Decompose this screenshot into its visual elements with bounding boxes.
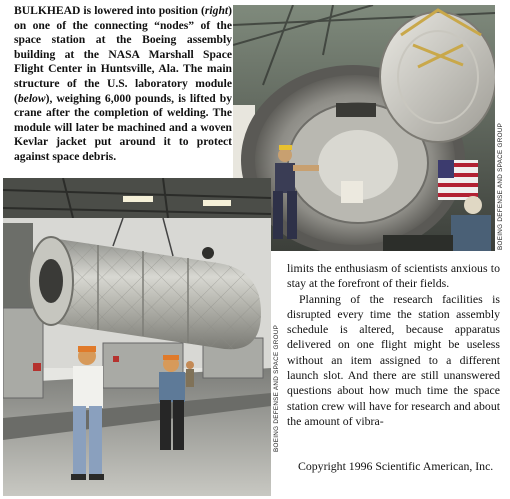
caption-lead: BULKHEAD [14, 4, 81, 17]
bulkhead-photo [233, 5, 495, 251]
lab-module-photo [3, 178, 271, 496]
photo-caption [14, 4, 232, 165]
caption-emphasis-right: right [204, 4, 229, 17]
article-paragraph: limits the enthusiasm of scientists anxious to stay at the forefront of their fields. [287, 261, 500, 291]
lab-module-photo-image [3, 178, 271, 496]
caption-text-2: ) on one of the connecting “nodes” of the space station at the Boeing assembly building at the NASA Marshall Space Flight Center in Huntsville, Ala. The main structure of the U.S. laboratory module ( [14, 4, 232, 105]
caption-text-1: is lowered into position ( [80, 4, 205, 17]
copyright-notice: Copyright 1996 Scientific American, Inc. [298, 459, 494, 473]
caption-emphasis-below: below [17, 91, 46, 105]
article-text [287, 261, 500, 429]
article-paragraph: Planning of the research facilities is disrupted every time the station assembly schedule is altered, because apparatus delivered on one flight might be useless without an item assigned to a different launch slot. And there are still unanswered questions about how much time the space station crew will have for research and about the amount of vibra- [287, 291, 500, 428]
caption-text-3: ), weighing 6,000 pounds, is lifted by crane after the completion of welding. The module will later be machined and a woven Kevlar jacket put around it to protect against space debris. [14, 91, 232, 163]
photo-credit-top: BOEING DEFENSE AND SPACE GROUP [497, 122, 504, 250]
photo-credit-bottom: BOEING DEFENSE AND SPACE GROUP [273, 324, 280, 452]
bulkhead-photo-image [233, 5, 495, 251]
